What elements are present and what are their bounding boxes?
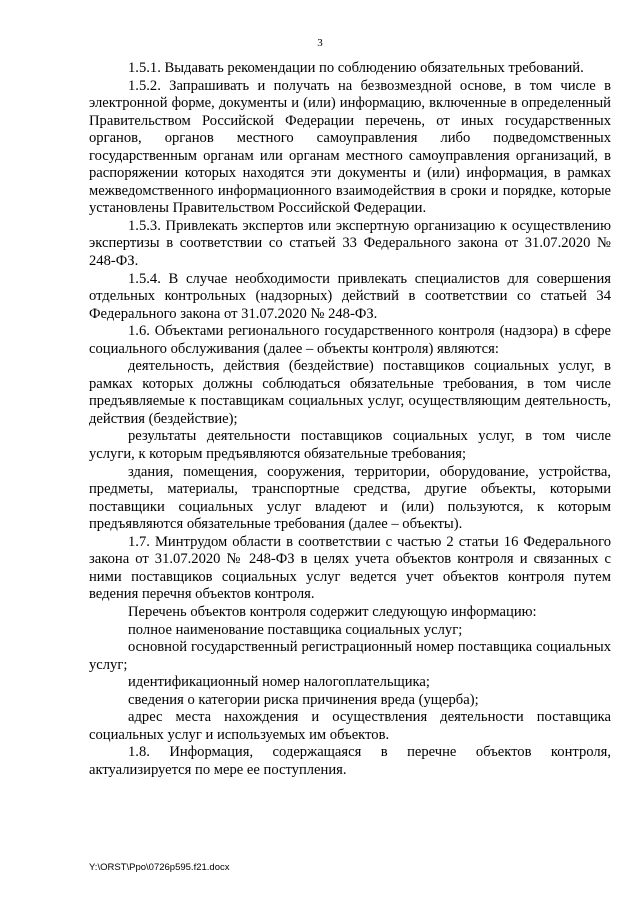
paragraph-1-7-item-3: идентификационный номер налогоплательщика; [128,674,430,691]
paragraph-1-5-2: 1.5.2. Запрашивать и получать на безвозмездной основе, в том числе в электронной форме, документы и (или) информацию, включенные в определенный Правительством Российской Федерации перечень, от иных государственных органов, органов местного самоуправления либо подведомственных государственным органам или органам местного самоуправления организаций, в распоряжении которых находятся эти документы и (или) информация, в рамках межведомственного информационного взаимодействия в сроки и порядке, которые установлены Правительством Российской Федерации. [89,77,611,217]
paragraph-1-5-1: 1.5.1. Выдавать рекомендации по соблюдению обязательных требований. [128,60,584,76]
page-number: 3 [317,37,323,49]
paragraph-1-7: 1.7. Минтрудом области в соответствии с частью 2 статьи 16 Федерального закона от 31.07.2020 № 248-ФЗ в целях учета объектов контроля и связанных с ними поставщиков социальных услуг ведется учет объектов контроля путем ведения перечня объектов контроля. [89,533,611,603]
paragraph-1-6-item-3: здания, помещения, сооружения, территории, оборудование, устройства, предметы, материалы, транспортные средства, другие объекты, которыми поставщики социальных услуг владеют и (или) пользуются, к которым предъявляются обязательные требования (далее – объекты). [89,463,611,533]
paragraph-1-7-item-1: полное наименование поставщика социальных услуг; [128,621,463,638]
paragraph-1-7-list-intro: Перечень объектов контроля содержит следующую информацию: [128,603,537,620]
paragraph-1-7-item-2: основной государственный регистрационный номер поставщика социальных услуг; [89,639,611,673]
document-body [89,60,611,779]
paragraph-1-7-item-4: сведения о категории риска причинения вреда (ущерба); [128,691,479,708]
file-path-footer: Y:\ORST\Ppo\0726p595.f21.docx [89,862,230,873]
paragraph-1-5-3: 1.5.3. Привлекать экспертов или экспертную организацию к осуществлению экспертизы в соответствии со статьей 33 Федерального закона от 31.07.2020 № 248-ФЗ. [89,217,611,270]
paragraph-1-6-item-1: деятельность, действия (бездействие) поставщиков социальных услуг, в рамках которых должны соблюдаться обязательные требования, в том числе предъявляемые к поставщикам социальных услуг, осуществляющим деятельность, действия (бездействие); [89,358,611,427]
paragraph-1-6-item-2: результаты деятельности поставщиков социальных услуг, в том числе услуги, к которым предъявляются обязательные требования; [89,428,611,463]
paragraph-1-7-item-5: адрес места нахождения и осуществления деятельности поставщика социальных услуг и используемых им объектов. [89,709,611,743]
paragraph-1-6: 1.6. Объектами регионального государственного контроля (надзора) в сфере социального обслуживания (далее – объекты контроля) являются: [89,323,611,357]
paragraph-1-8: 1.8. Информация, содержащаяся в перечне объектов контроля, актуализируется по мере ее поступления. [89,744,611,778]
paragraph-1-5-4: 1.5.4. В случае необходимости привлекать специалистов для совершения отдельных контрольных (надзорных) действий в соответствии со статьей 34 Федерального закона от 31.07.2020 № 248-ФЗ. [89,270,611,322]
